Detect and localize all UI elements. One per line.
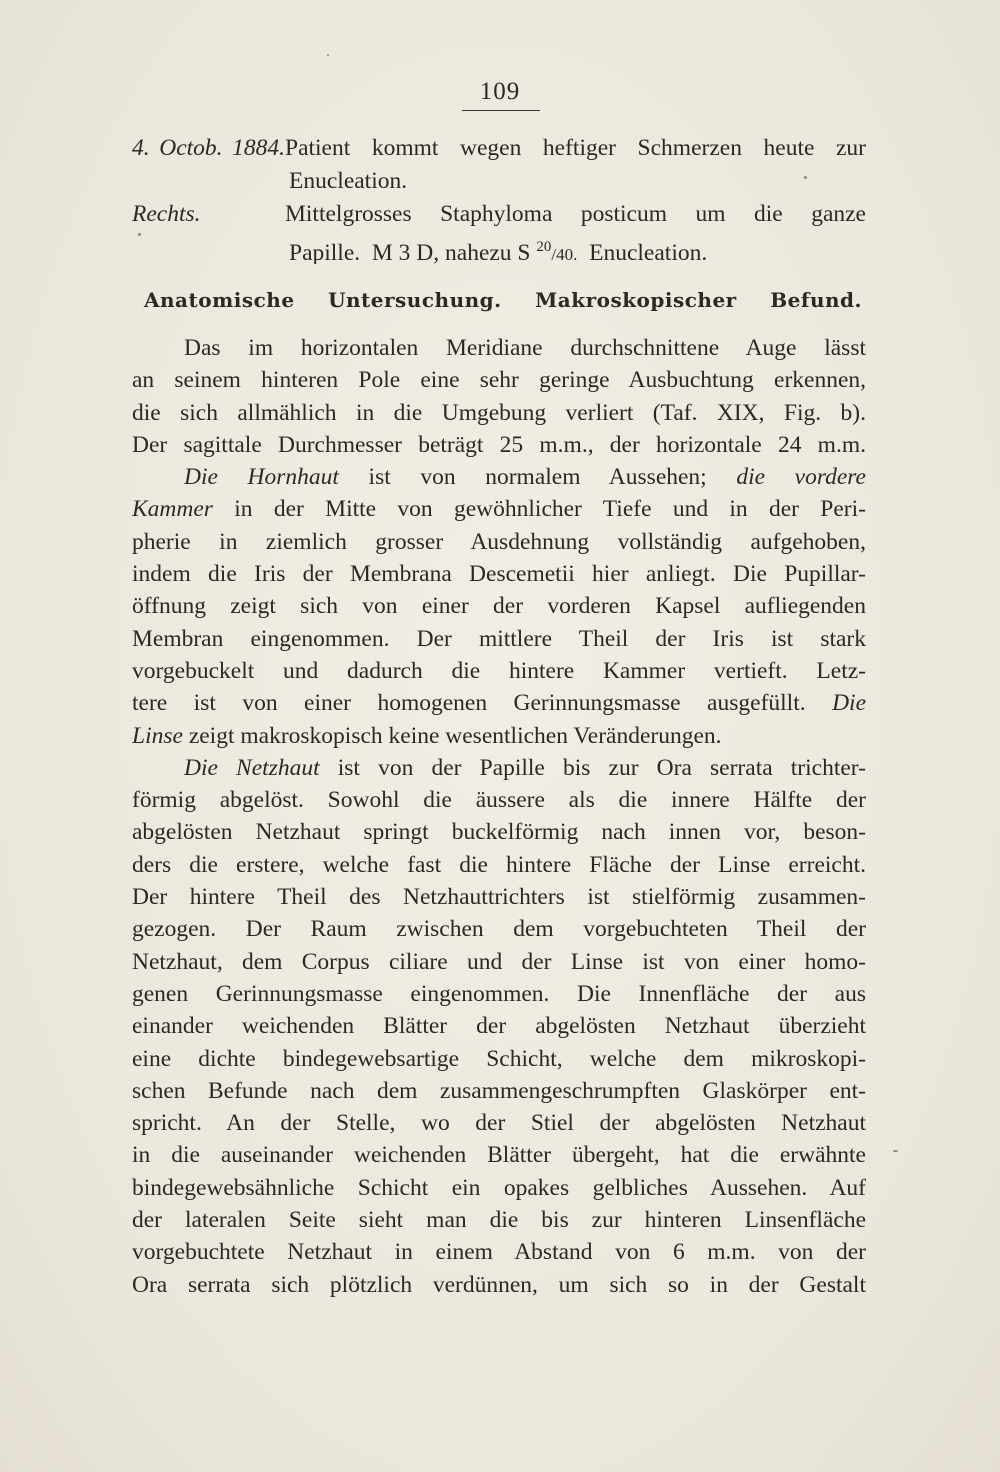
body-line	[132, 623, 866, 655]
body-line-italic-text: die vordere	[736, 464, 866, 491]
entry-date-label: 4. Octob. 1884.	[132, 135, 285, 161]
body-line	[132, 590, 866, 622]
body-line	[132, 687, 866, 719]
entry-line-2	[132, 165, 866, 198]
body-line	[132, 946, 866, 978]
body-line-text: spricht. An der Stelle, wo der Stiel der abgelösten Netzhaut	[132, 1110, 866, 1137]
entry-line-4	[132, 231, 866, 264]
body-line	[132, 429, 866, 461]
entry-line-4-text-b: Enucleation.	[577, 239, 708, 264]
body-line-text: tere ist von einer homogenen Gerinnungsmasse ausgefüllt.	[132, 690, 833, 717]
body-line	[132, 978, 866, 1010]
body-line-text: vorgebuchtete Netzhaut in einem Abstand von 6 m.m. von der	[132, 1239, 866, 1266]
page-number: 109	[479, 78, 521, 105]
body-line-text: genen Gerinnungsmasse eingenommen. Die Innenfläche der aus	[132, 980, 866, 1007]
body-line-text: die sich allmählich in die Umgebung verliert (Taf. XIX, Fig. b).	[132, 399, 866, 426]
entry-line-3	[132, 198, 866, 231]
body-line-text: abgelösten Netzhaut springt buckelförmig nach innen vor, beson-	[132, 819, 866, 846]
body-line-text: ist von normalem Aussehen;	[338, 464, 737, 491]
body-line	[132, 1107, 866, 1139]
body-line-italic-text: Die	[832, 690, 866, 717]
entry-line-2-text: Enucleation.	[289, 168, 408, 194]
body-line	[132, 397, 866, 429]
body-line	[132, 1043, 866, 1075]
entry-line-1-text: Patient kommt wegen heftiger Schmerzen heute zur	[285, 135, 866, 161]
body-line-text: ist von der Papille bis zur Ora serrata trichter-	[319, 754, 866, 781]
body-line	[132, 1269, 866, 1301]
body-line	[132, 655, 866, 687]
entry-line-1	[132, 132, 866, 165]
paper-speck	[804, 176, 807, 179]
body-line-italic-text: Die Hornhaut	[184, 464, 339, 491]
body-line	[132, 913, 866, 945]
body-line	[132, 816, 866, 848]
page-number-rule	[462, 110, 540, 111]
body-line	[132, 1075, 866, 1107]
entry-side-label: Rechts.	[132, 201, 201, 227]
entry-line-4-fraction: /40.	[551, 244, 578, 264]
body-line	[132, 881, 866, 913]
body-line-text: Das im horizontalen Meridiane durchschnittene Auge lässt	[184, 335, 866, 361]
body-text	[132, 332, 866, 1301]
body-line	[132, 784, 866, 816]
body-line-italic-text: Kammer	[132, 496, 213, 523]
body-line-text: vorgebuckelt und dadurch die hintere Kammer vertieft. Letz-	[132, 657, 866, 684]
body-line-text: schen Befunde nach dem zusammengeschrumpften Glaskörper ent-	[132, 1077, 866, 1104]
body-line-text: gezogen. Der Raum zwischen dem vorgebuchteten Theil der	[132, 916, 866, 943]
entry-line-3-text: Mittelgrosses Staphyloma posticum um die ganze	[285, 201, 866, 227]
body-line	[132, 558, 866, 590]
body-line-text: zeigt makroskopisch keine wesentlichen Veränderungen.	[182, 722, 722, 749]
body-line-italic-text: Linse	[132, 722, 183, 749]
body-line	[132, 720, 866, 752]
body-line-text: Der sagittale Durchmesser beträgt 25 m.m., der horizontale 24 m.m.	[132, 431, 866, 458]
body-line	[132, 526, 866, 558]
body-line-text: der lateralen Seite sieht man die bis zur hinteren Linsenfläche	[132, 1207, 866, 1234]
body-line-text: Netzhaut, dem Corpus ciliare und der Linse ist von einer homo-	[132, 948, 866, 975]
body-line	[132, 752, 866, 784]
body-line	[132, 493, 866, 525]
body-line-text: an seinem hinteren Pole eine sehr geringe Ausbuchtung erkennen,	[132, 367, 866, 394]
body-line	[132, 332, 866, 364]
body-line	[132, 1139, 866, 1171]
body-line-text: in der Mitte von gewöhnlicher Tiefe und in der Peri-	[212, 496, 866, 523]
body-line	[132, 364, 866, 396]
body-line	[132, 1204, 866, 1236]
paper-speck	[138, 233, 141, 236]
body-line-text: Membran eingenommen. Der mittlere Theil der Iris ist stark	[132, 625, 866, 652]
body-line	[132, 1172, 866, 1204]
body-line	[132, 461, 866, 493]
body-line-text: einander weichenden Blätter der abgelösten Netzhaut überzieht	[132, 1013, 866, 1040]
section-heading: Anatomische Untersuchung. Makroskopischer Befund.	[144, 288, 862, 312]
body-line-text: bindegewebsähnliche Schicht ein opakes gelbliches Aussehen. Auf	[132, 1174, 866, 1201]
body-line-text: ders die erstere, welche fast die hintere Fläche der Linse erreicht.	[132, 851, 866, 878]
body-line-text: indem die Iris der Membrana Descemetii hier anliegt. Die Pupillar-	[132, 561, 866, 588]
body-line	[132, 1010, 866, 1042]
body-line-text: in die auseinander weichenden Blätter übergeht, hat die erwähnte	[132, 1142, 866, 1169]
entry-line-4-text-a: Papille. M 3 D, nahezu S	[289, 239, 537, 264]
body-line-text: Der hintere Theil des Netzhauttrichters ist stielförmig zusammen-	[132, 884, 866, 911]
body-line-text: förmig abgelöst. Sowohl die äussere als die innere Hälfte der	[132, 787, 866, 814]
body-line-text: öffnung zeigt sich von einer der vorderen Kapsel aufliegenden	[132, 593, 866, 620]
entry-header	[132, 132, 866, 264]
body-line	[132, 849, 866, 881]
body-line-text: Ora serrata sich plötzlich verdünnen, um sich so in der Gestalt	[132, 1271, 866, 1298]
body-line	[132, 1236, 866, 1268]
body-line-italic-text: Die Netzhaut	[184, 754, 320, 781]
body-line-text: pherie in ziemlich grosser Ausdehnung vollständig aufgehoben,	[132, 528, 866, 555]
entry-line-4-superscript: 20	[536, 239, 552, 255]
body-line-text: eine dichte bindegewebsartige Schicht, welche dem mikroskopi-	[132, 1045, 866, 1072]
paper-speck	[327, 54, 329, 56]
paper-speck	[893, 1150, 898, 1152]
